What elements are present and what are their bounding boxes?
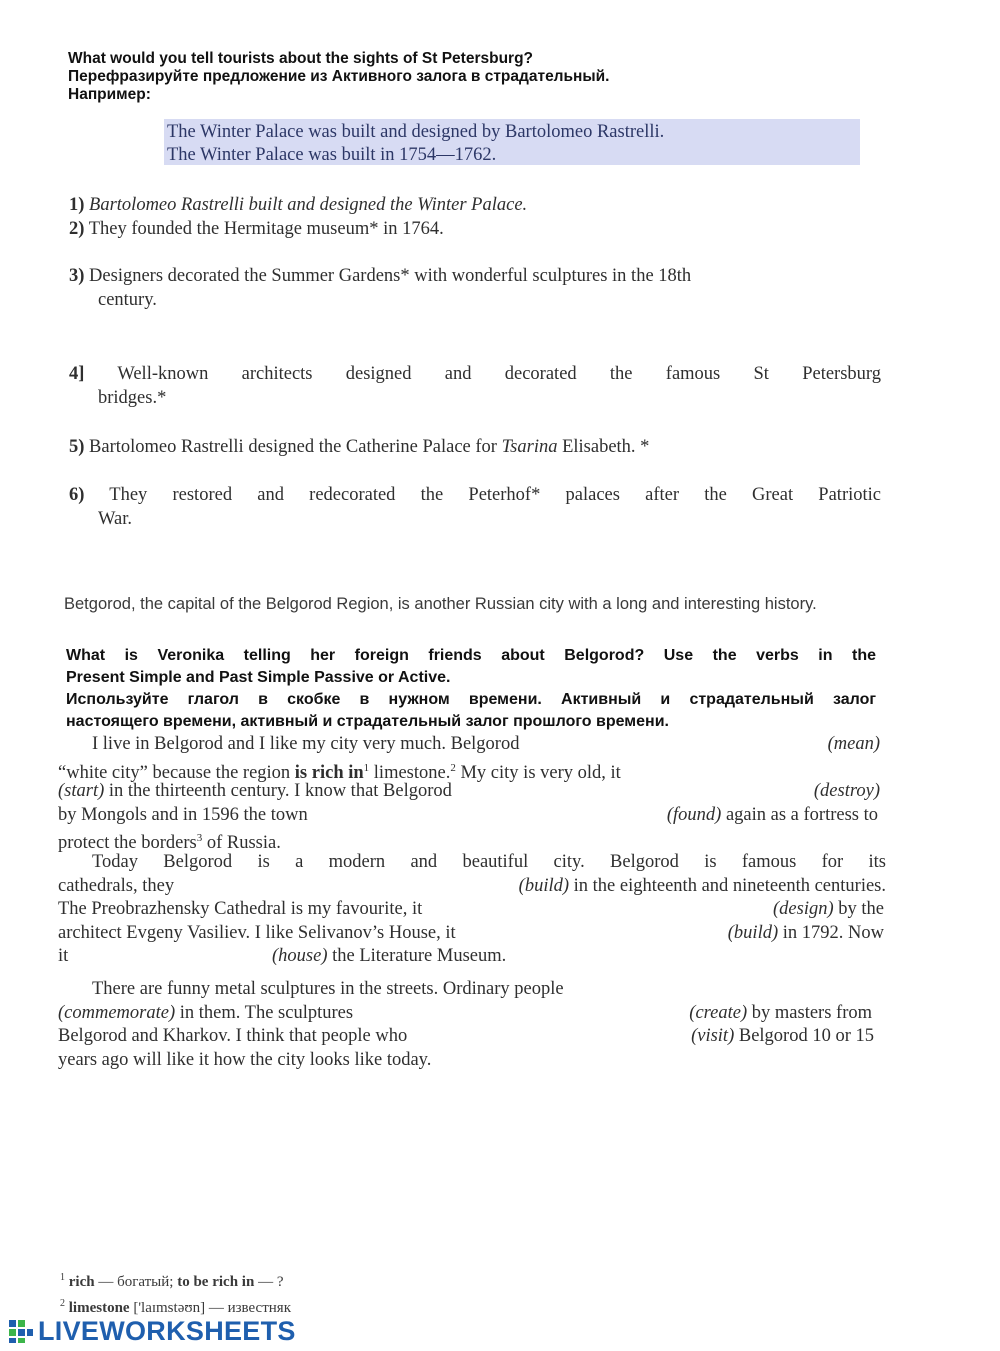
footnote-ref-3: 3 (196, 832, 203, 844)
example-line-2: The Winter Palace was built in 1754—1762. (167, 145, 497, 165)
exercise-item-5 (69, 435, 881, 459)
verb-hint-build-1: (build) (518, 875, 570, 896)
p1-line-5: protect the borders (58, 833, 197, 854)
item-text-cont: century. (98, 290, 157, 310)
item-number: 1) (69, 195, 85, 215)
item-text: Well-known architects designed and decorated the famous St Petersburg (117, 364, 881, 384)
logo-grid-icon (8, 1318, 34, 1344)
footnote-2-def: ['laɪmstəʊn] — известняк (129, 1300, 291, 1316)
example-line-1: The Winter Palace was built and designed by Bartolomeo Rastrelli. (167, 122, 665, 142)
verb-hint-start: (start) (58, 781, 105, 801)
p2-line-4: architect Evgeny Vasiliev. I like Selivanov’s House, it (58, 922, 456, 943)
p3-line-3b: Belgorod 10 or 15 (734, 1026, 874, 1046)
p1-line-2a: “white city” because the region (58, 762, 295, 783)
logo-text: LIVEWORKSHEETS (38, 1315, 296, 1346)
footnote-1-mark: 1 (60, 1272, 65, 1283)
p2-line-4b: in 1792. Now (778, 922, 884, 943)
p2-line-1: Today Belgorod is a modern and beautiful city. Belgorod is famous for its (92, 852, 886, 872)
item-number: 2) (69, 219, 85, 239)
p2-line-2b: in the eighteenth and nineteenth centuries. (569, 875, 886, 896)
item-number: 3) (69, 266, 85, 286)
paragraph-3 (58, 978, 886, 1072)
item-text-end: Elisabeth. * (557, 437, 650, 457)
verb-hint-visit: (visit) (691, 1026, 735, 1046)
verb-hint-commemorate: (commemorate) (58, 1002, 176, 1023)
verb-hint-destroy: (destroy) (813, 781, 880, 801)
item-text-cont: bridges.* (98, 388, 167, 408)
header-line-ru: Перефразируйте предложение из Активного залога в страдательный. (68, 68, 610, 85)
exercise-item-2 (69, 217, 881, 241)
task-ru-line-1: Используйте глагол в скобке в нужном времени. Активный и страдательный залог (66, 691, 876, 708)
p1-line-1: I live in Belgorod and I like my city very much. Belgorod (92, 734, 520, 754)
task-en-line-2: Present Simple and Past Simple Passive or Active. (66, 669, 451, 686)
footnote-ref-1: 1 (363, 761, 370, 774)
phrase-rich-in: is rich in (294, 762, 364, 783)
footnote-1-phrase: to be rich in (177, 1274, 255, 1290)
footnote-1-end: — ? (254, 1274, 284, 1290)
item-number: 6) (69, 485, 85, 505)
verb-hint-create: (create) (689, 1002, 748, 1023)
item-text-cont: War. (98, 509, 132, 529)
p3-line-3: Belgorod and Kharkov. I think that people who (58, 1026, 408, 1046)
p1-line-4: by Mongols and in 1596 the town (58, 804, 308, 825)
header-example-label: Например: (68, 86, 151, 103)
exercise-item-6 (69, 483, 881, 531)
p3-line-2b: by masters from (747, 1002, 872, 1023)
footnote-2-mark: 2 (60, 1298, 65, 1309)
liveworksheets-logo[interactable] (8, 1316, 296, 1346)
footnotes (60, 1267, 291, 1319)
item-text-italic: Tsarina (501, 437, 558, 457)
item-text: They restored and redecorated the Peterhof* palaces after the Great Patriotic (109, 485, 881, 505)
p1-line-3: in the thirteenth century. I know that Belgorod (104, 781, 452, 801)
belgorod-task (66, 645, 876, 733)
belgorod-intro: Betgorod, the capital of the Belgorod Region, is another Russian city with a long and interesting history. (64, 595, 817, 613)
item-text: Bartolomeo Rastrelli designed the Catherine Palace for (89, 437, 502, 457)
footnote-1-def: — богатый; (94, 1274, 178, 1290)
exercise-item-1 (69, 193, 881, 217)
p1-line-4b: again as a fortress to (721, 804, 878, 825)
item-text: They founded the Hermitage museum* in 1764. (88, 219, 444, 239)
footnote-1-word: rich (68, 1274, 95, 1290)
paragraph-1 (58, 733, 886, 854)
p3-line-2: in them. The sculptures (175, 1002, 354, 1023)
p1-line-2d: My city is very old, it (455, 762, 621, 783)
p1-line-5b: of Russia. (202, 833, 281, 854)
verb-hint-build-2: (build) (727, 922, 779, 943)
p2-line-3b: by the (833, 899, 884, 919)
p3-line-1: There are funny metal sculptures in the streets. Ordinary people (92, 979, 564, 999)
item-number: 4] (69, 364, 85, 384)
p3-line-4: years ago will like it how the city looks like today. (58, 1049, 432, 1070)
p2-line-3: The Preobrazhensky Cathedral is my favourite, it (58, 899, 423, 919)
item-text: Bartolomeo Rastrelli built and designed the Winter Palace. (89, 195, 528, 215)
verb-hint-mean: (mean) (827, 734, 880, 754)
verb-hint-house: (house) (272, 946, 328, 966)
footnote-1 (60, 1267, 291, 1293)
task-en-line-1: What is Veronika telling her foreign friends about Belgorod? Use the verbs in the (66, 647, 876, 664)
p2-line-5b: the Literature Museum. (327, 946, 507, 966)
paragraph-2 (58, 851, 886, 969)
header-line-en: What would you tell tourists about the sights of St Petersburg? (68, 50, 534, 67)
verb-hint-design: (design) (773, 899, 834, 919)
item-number: 5) (69, 437, 85, 457)
item-text: Designers decorated the Summer Gardens* with wonderful sculptures in the 18th (89, 266, 692, 286)
verb-hint-found: (found) (666, 804, 722, 825)
p2-line-2: cathedrals, they (58, 875, 175, 896)
example-box (164, 119, 860, 165)
exercise-item-4 (69, 362, 881, 410)
footnote-ref-2: 2 (450, 761, 456, 774)
p1-line-2c: limestone. (369, 762, 451, 783)
p2-line-5: it (58, 946, 69, 966)
instructions-header (68, 50, 610, 104)
exercise-item-3 (69, 264, 881, 312)
footnote-2-word: limestone (68, 1300, 130, 1316)
task-ru-line-2: настоящего времени, активный и страдательный залог прошлого времени. (66, 713, 669, 730)
